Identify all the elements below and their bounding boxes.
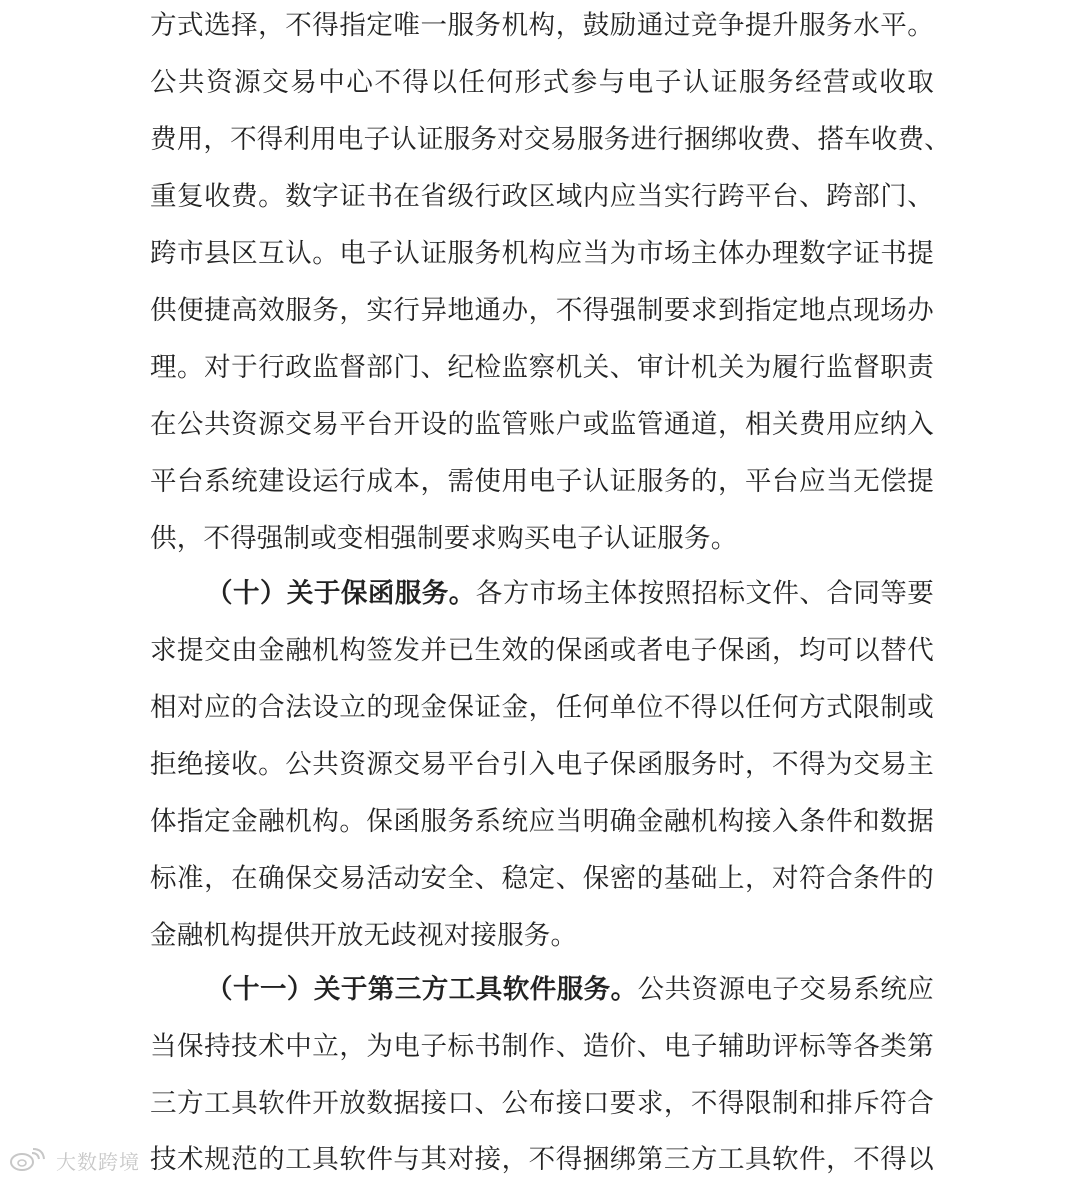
- section-11-first-line-text: 公共资源电子交易系统应: [637, 974, 935, 1005]
- body-line: 方式选择，不得指定唯一服务机构，鼓励通过竞争提升服务水平。: [150, 10, 934, 41]
- body-line: 当保持技术中立，为电子标书制作、造价、电子辅助评标等各类第: [150, 1031, 934, 1062]
- body-line: 相对应的合法设立的现金保证金，任何单位不得以任何方式限制或: [150, 692, 934, 723]
- section-10-first-line: [206, 574, 934, 614]
- body-line: 在公共资源交易平台开设的监管账户或监管通道，相关费用应纳入: [150, 409, 934, 440]
- body-line: 平台系统建设运行成本，需使用电子认证服务的，平台应当无偿提: [150, 466, 934, 497]
- body-line: 金融机构提供开放无歧视对接服务。: [150, 920, 578, 951]
- section-11-heading: （十一）关于第三方工具软件服务。: [206, 974, 638, 1005]
- watermark-text: 大数跨境: [56, 1149, 140, 1174]
- body-line: 体指定金融机构。保函服务系统应当明确金融机构接入条件和数据: [150, 806, 934, 837]
- body-line: 公共资源交易中心不得以任何形式参与电子认证服务经营或收取: [150, 67, 934, 98]
- body-line: 跨市县区互认。电子认证服务机构应当为市场主体办理数字证书提: [150, 238, 934, 269]
- section-11-first-line: [206, 970, 934, 1010]
- body-line: 重复收费。数字证书在省级行政区域内应当实行跨平台、跨部门、: [150, 181, 934, 212]
- body-line: 理。对于行政监督部门、纪检监察机关、审计机关为履行监督职责: [150, 352, 934, 383]
- body-line: 供便捷高效服务，实行异地通办，不得强制要求到指定地点现场办: [150, 295, 934, 326]
- section-10-first-line-text: 各方市场主体按照招标文件、合同等要: [475, 578, 934, 609]
- body-line: 费用，不得利用电子认证服务对交易服务进行捆绑收费、搭车收费、: [150, 124, 951, 155]
- section-10-heading: （十）关于保函服务。: [206, 578, 476, 609]
- watermark: [8, 1146, 140, 1174]
- body-line: 求提交由金融机构签发并已生效的保函或者电子保函，均可以替代: [150, 635, 934, 666]
- body-line: 标准，在确保交易活动安全、稳定、保密的基础上，对符合条件的: [150, 863, 934, 894]
- body-line: 三方工具软件开放数据接口、公布接口要求，不得限制和排斥符合: [150, 1088, 934, 1119]
- weibo-logo-icon: [8, 1147, 52, 1173]
- body-line: 拒绝接收。公共资源交易平台引入电子保函服务时，不得为交易主: [150, 749, 934, 780]
- body-line: 供，不得强制或变相强制要求购买电子认证服务。: [150, 523, 738, 554]
- body-line: 技术规范的工具软件与其对接，不得捆绑第三方工具软件，不得以: [150, 1144, 934, 1175]
